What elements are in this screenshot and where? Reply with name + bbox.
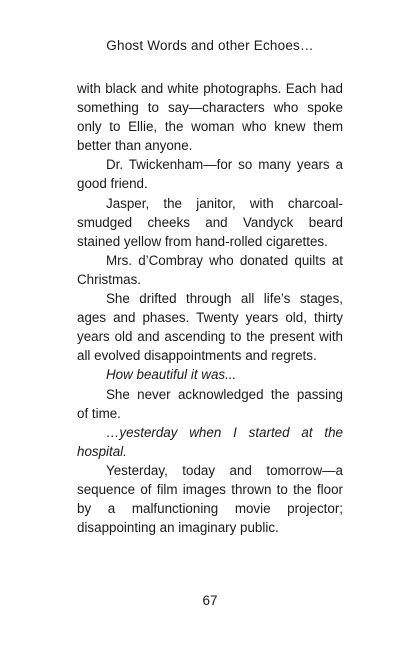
paragraph: Jasper, the janitor, with charcoal-smudged cheeks and Vandyck beard stained yellow from hand-rolled cigarettes. <box>77 195 343 249</box>
italic-paragraph: How beautiful it was... <box>106 367 237 383</box>
paragraph: with black and white photographs. Each had something to say—characters who spoke only to Ellie, the woman who knew them better than anyone. <box>77 81 343 154</box>
paragraph: She drifted through all life’s stages, ages and phases. Twenty years old, thirty years old and ascending to the present with all evolved disappointments and regrets. <box>77 291 343 364</box>
body-text <box>77 79 343 537</box>
paragraph: She never acknowledged the passing of time. <box>77 386 343 421</box>
running-head-title: Ghost Words and other Echoes… <box>106 38 314 53</box>
paragraph: Dr. Twickenham—for so many years a good friend. <box>77 157 343 192</box>
page-number: 67 <box>202 593 218 608</box>
paragraph: Yesterday, today and tomorrow—a sequence of film images thrown to the floor by a malfunctioning movie projector; disappointing an imaginary public. <box>77 462 343 536</box>
paragraph: Mrs. d’Combray who donated quilts at Christmas. <box>77 252 343 287</box>
italic-paragraph: …yesterday when I started at the hospital. <box>77 424 343 459</box>
